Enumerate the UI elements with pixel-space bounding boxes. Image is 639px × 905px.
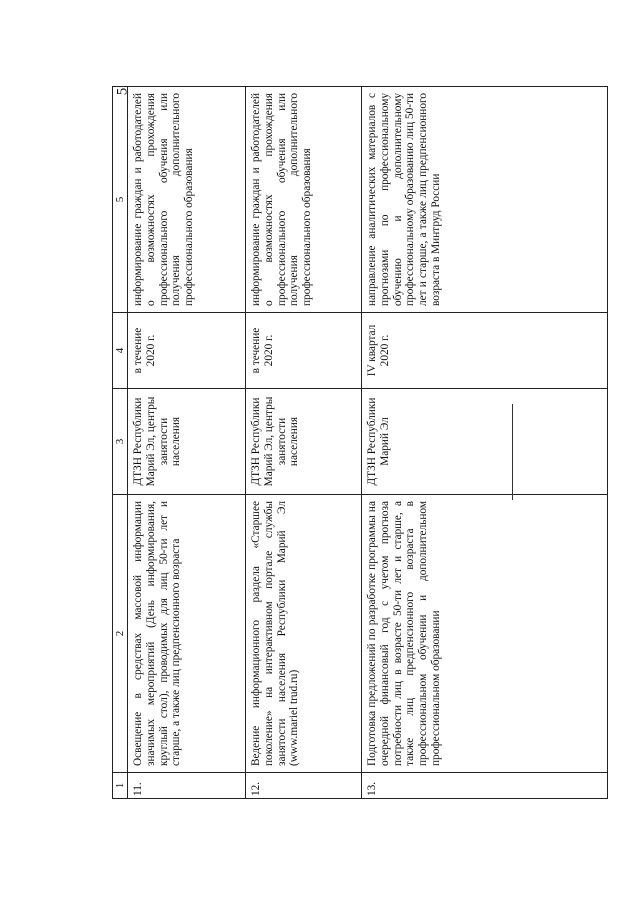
executor-text: ДТЗН Республики Марий Эл, центры занятости населения <box>128 389 246 495</box>
row-number: 13. <box>362 773 608 799</box>
header-col-2: 2 <box>113 495 128 773</box>
measures-table-rotated <box>112 87 608 799</box>
result-text: информирование граждан и работодателей о возможностях прохождения профессионального обучения или получения дополнительного профессионального образования <box>128 87 246 313</box>
result-text: направление аналитических материалов с прогнозами по профессиональному обучению и дополнительному профессиональному образованию лиц 50-ти лет и старше, а также лиц предпенсионного возраста в Минтруд России <box>362 87 608 313</box>
measure-text: Освещение в средствах массовой информации значимых мероприятий (День информирования, круглый стол), проводимых для лиц 50-ти лет и старше, а также лиц предпенсионного возраста <box>128 495 246 773</box>
header-col-1: 1 <box>113 773 128 799</box>
table-row <box>246 87 362 799</box>
executor-text: ДТЗН Республики Марий Эл, центры занятости населения <box>246 389 362 495</box>
term-text: в течение 2020 г. <box>128 313 246 389</box>
page-number: 5 <box>114 87 131 96</box>
row-number: 11. <box>128 773 246 799</box>
row-number: 12. <box>246 773 362 799</box>
table-row <box>362 87 608 799</box>
header-col-4: 4 <box>113 313 128 389</box>
term-text: в течение 2020 г. <box>246 313 362 389</box>
end-rule-line <box>512 404 513 500</box>
header-col-3: 3 <box>113 389 128 495</box>
term-text: IV квартал 2020 г. <box>362 313 608 389</box>
result-text: информирование граждан и работодателей о возможностях прохождения профессионального обучения или получения дополнительного профессионального образования <box>246 87 362 313</box>
header-col-5: 5 <box>113 87 128 313</box>
header-row <box>113 87 128 799</box>
measure-text: Подготовка предложений по разработке программы на очередной финансовый год с учетом прогноза потребности лиц в возрасте 50-ти лет и старше, а также лиц предпенсионного возраста в профессиональном обучении и дополнительном профессиональном образовании <box>362 495 608 773</box>
measures-table <box>112 86 608 799</box>
measure-text: Ведение информационного раздела «Старшее поколение» на интерактивном портале службы занятости населения Республики Марий Эл (www.mariel trud.ru) <box>246 495 362 773</box>
table-row <box>128 87 246 799</box>
executor-text: ДТЗН Республики Марий Эл <box>362 389 608 495</box>
